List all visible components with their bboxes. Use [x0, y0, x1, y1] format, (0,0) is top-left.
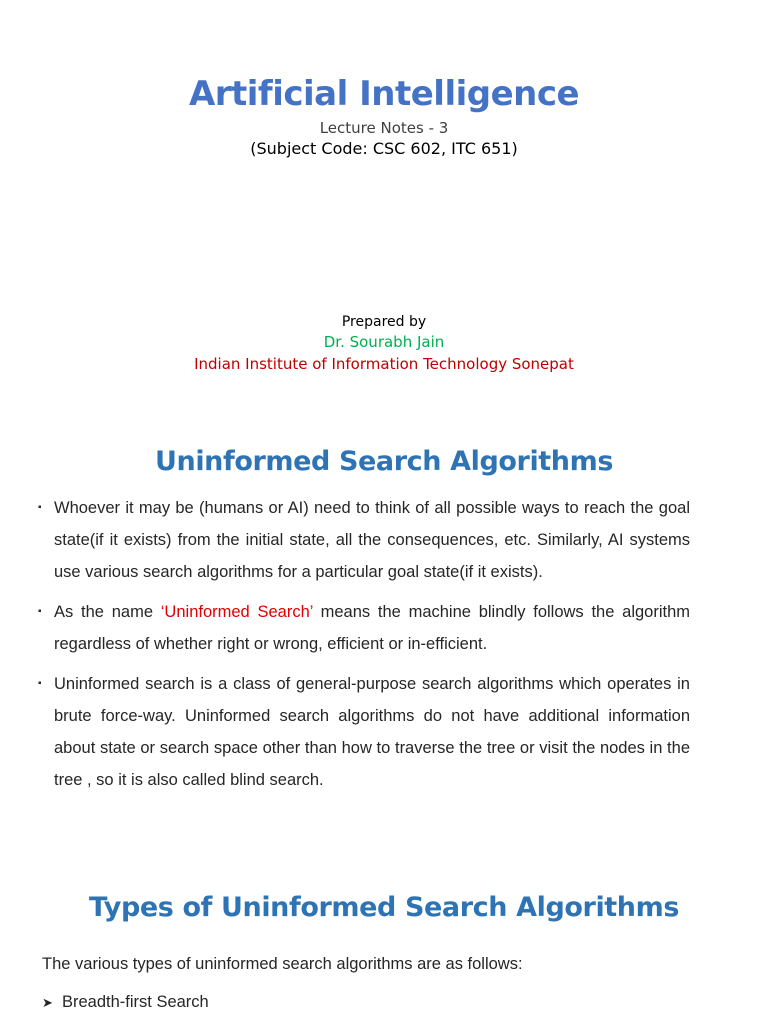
institute-name: Indian Institute of Information Technology Sonepat: [194, 355, 574, 373]
bullet-text-before: As the name: [54, 603, 161, 621]
list-item: [38, 492, 690, 588]
section-2-header: [0, 890, 768, 926]
square-bullet-icon: ▪: [38, 502, 42, 513]
prepared-by-label: Prepared by: [341, 314, 427, 330]
types-list: [42, 988, 209, 1017]
type-name: Breadth-first Search: [62, 993, 209, 1011]
types-intro-text: The various types of uninformed search algorithms are as follows:: [42, 955, 523, 973]
section-heading: Types of Uninformed Search Algorithms: [88, 892, 680, 923]
bullet-list: [38, 492, 690, 804]
subject-code: (Subject Code: CSC 602, ITC 651): [250, 139, 518, 158]
section-1-header: [0, 444, 768, 480]
list-item: [38, 668, 690, 796]
bullet-text-after: means the machine blindly follows the algorithm regardless of whether right or wrong, efficient or in-efficient.: [54, 603, 690, 653]
prepared-block: [0, 313, 768, 375]
arrow-bullet-icon: ➤: [42, 995, 53, 1010]
list-item: [38, 596, 690, 660]
square-bullet-icon: ▪: [38, 606, 42, 617]
square-bullet-icon: ▪: [38, 678, 42, 689]
bullet-text: Uninformed search is a class of general-purpose search algorithms which operates in brute force-way. Uninformed search algorithms do not have additional information about state or search space other than how to traverse the tree or visit the nodes in the tree , so it is also called blind search.: [54, 675, 690, 789]
highlighted-term: ‘Uninformed Search’: [160, 603, 313, 621]
lecture-subtitle: Lecture Notes - 3: [319, 119, 449, 137]
section-heading: Uninformed Search Algorithms: [154, 446, 614, 477]
list-item: [42, 988, 209, 1017]
author-name: Dr. Sourabh Jain: [323, 333, 445, 351]
bullet-text: Whoever it may be (humans or AI) need to think of all possible ways to reach the goal state(if it exists) from the initial state, all the consequences, etc. Similarly, AI systems use various search algorithms for a particular goal state(if it exists).: [54, 499, 690, 581]
document-title: Artificial Intelligence: [188, 74, 580, 114]
title-slide: [0, 72, 768, 160]
